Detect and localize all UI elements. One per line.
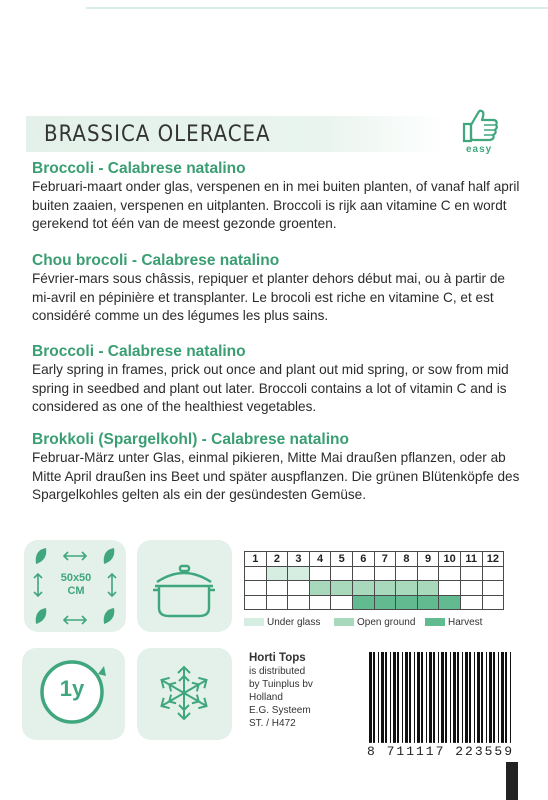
month-cell: 6 — [352, 552, 374, 567]
calendar-cell — [288, 581, 310, 596]
calendar-cell — [482, 595, 504, 610]
barcode-bar — [486, 652, 487, 743]
section-dutch — [32, 160, 522, 234]
barcode-bar — [397, 652, 399, 743]
calendar-cell — [482, 581, 504, 596]
calendar-cell — [245, 581, 267, 596]
barcode-bar — [498, 652, 499, 743]
barcode-bar — [381, 652, 384, 743]
barcode-bar — [378, 652, 379, 743]
calendar-cell — [266, 581, 288, 596]
calendar-cell — [460, 595, 482, 610]
calendar-cell — [331, 595, 353, 610]
barcode-bar — [409, 652, 411, 743]
calendar-cell — [374, 581, 396, 596]
barcode-bar — [421, 652, 423, 743]
legend-swatch — [425, 618, 445, 626]
barcode-bar — [477, 652, 480, 743]
barcode-bar — [441, 652, 444, 743]
calendar-open-ground-row — [245, 581, 504, 596]
month-cell: 1 — [245, 552, 267, 567]
brand-name: Horti Tops — [249, 652, 306, 664]
calendar-month-row — [245, 552, 504, 567]
calendar-cell — [266, 566, 288, 581]
barcode-bar — [493, 652, 495, 743]
calendar-cell — [460, 581, 482, 596]
snowflake-icon — [137, 648, 232, 740]
month-cell: 10 — [439, 552, 461, 567]
barcode-bar — [426, 652, 427, 743]
calendar-cell — [245, 566, 267, 581]
section-text: Februar-März unter Glas, einmal pikieren, Mitte Mai draußen pflanzen, oder ab Mitte April draußen ins Beet und später auspflanzen. Die grünen Blütenköpfe des Spargelkohles gelten als ein der gesündesten Gemüse. — [32, 450, 520, 503]
month-cell: 4 — [309, 552, 331, 567]
calendar-cell — [417, 595, 439, 610]
section-title: Chou brocoli - Calabrese natalino — [32, 252, 280, 269]
calendar-cell — [245, 595, 267, 610]
annual-label: 1y — [59, 676, 85, 701]
legend-under-glass: Under glass — [244, 617, 320, 629]
month-cell: 9 — [417, 552, 439, 567]
calendar-cell — [309, 581, 331, 596]
calendar-cell — [396, 566, 418, 581]
latin-name-banner — [26, 116, 446, 152]
calendar-cell — [309, 566, 331, 581]
calendar-cell — [439, 595, 461, 610]
month-cell: 7 — [374, 552, 396, 567]
barcode-bar — [429, 652, 432, 743]
barcode-bar — [402, 652, 403, 743]
barcode-bar — [369, 652, 372, 743]
calendar-cell — [439, 581, 461, 596]
calendar-cell — [288, 595, 310, 610]
month-cell: 3 — [288, 552, 310, 567]
barcode-bar — [433, 652, 435, 743]
barcode-bar — [373, 652, 375, 743]
calendar-cell — [460, 566, 482, 581]
section-french — [32, 252, 522, 326]
barcode-bar — [501, 652, 504, 743]
barcode-bar — [489, 652, 492, 743]
barcode-bar — [417, 652, 420, 743]
barcode-number: 8 711117 223559 — [367, 744, 515, 759]
section-title: Brokkoli (Spargelkohl) - Calabrese natalino — [32, 431, 349, 448]
section-title: Broccoli - Calabrese natalino — [32, 343, 246, 360]
legend-harvest: Harvest — [425, 617, 482, 629]
month-cell: 12 — [482, 552, 504, 567]
calendar-cell — [266, 595, 288, 610]
calendar-cell — [288, 566, 310, 581]
month-cell: 11 — [460, 552, 482, 567]
barcode-bar — [505, 652, 507, 743]
sowing-calendar — [244, 551, 504, 610]
barcode-bar — [390, 652, 391, 743]
barcode-bar — [510, 652, 511, 743]
calendar-cell — [352, 566, 374, 581]
month-cell: 5 — [331, 552, 353, 567]
barcode-bar — [450, 652, 451, 743]
section-english — [32, 343, 522, 417]
section-title: Broccoli - Calabrese natalino — [32, 160, 246, 177]
legend-swatch — [334, 618, 354, 626]
barcode-bar — [453, 652, 456, 743]
barcode-bar — [481, 652, 483, 743]
calendar-cell — [417, 581, 439, 596]
calendar-cell — [352, 595, 374, 610]
barcode-bar — [474, 652, 475, 743]
calendar-cell — [482, 566, 504, 581]
barcode-bar — [445, 652, 447, 743]
section-text: Februari-maart onder glas, verspenen en in mei buiten planten, of vanaf half april buiten zaaien, verspenen en uitplanten. Broccoli is rijk aan vitamine C en wordt gerekend tot één van de meest gezonde groenten. — [32, 179, 520, 232]
thumbs-up-icon — [460, 108, 500, 144]
spacing-label: 50x50 CM — [60, 572, 92, 597]
calendar-cell — [331, 581, 353, 596]
section-german — [32, 431, 522, 505]
calendar-cell — [374, 595, 396, 610]
section-text: Early spring in frames, prick out once and plant out mid spring, or sow from mid spring in seedbed and plant out later. Broccoli contains a lot of vitamin C and is considered as one of the healthiest vegetables. — [32, 362, 509, 415]
barcode-bar — [414, 652, 415, 743]
latin-name: BRASSICA OLERACEA — [44, 122, 271, 147]
barcode-bar — [385, 652, 387, 743]
calendar-cell — [374, 566, 396, 581]
month-cell: 2 — [266, 552, 288, 567]
barcode-bar — [469, 652, 471, 743]
barcode-bar — [457, 652, 459, 743]
calendar-cell — [331, 566, 353, 581]
calendar-harvest-row — [245, 595, 504, 610]
calendar-cell — [309, 595, 331, 610]
barcode-bar — [405, 652, 408, 743]
distributor-info: Horti Tops is distributed by Tuinplus bv Holland E.G. Systeem ST. / H472 — [249, 652, 313, 729]
barcode-bar — [465, 652, 468, 743]
barcode-bar — [393, 652, 396, 743]
bottom-edge-bar — [506, 762, 518, 800]
barcode-bar — [438, 652, 439, 743]
difficulty-label: easy — [466, 144, 493, 155]
section-text: Février-mars sous châssis, repiquer et planter dehors début mai, ou à partir de mi-avril en pépinière et transplanter. Le brocoli est riche en vitamine C, et est considéré comme un des légumes les plus sains. — [32, 271, 505, 324]
calendar-cell — [439, 566, 461, 581]
month-cell: 8 — [396, 552, 418, 567]
calendar-cell — [396, 595, 418, 610]
barcode-bar — [462, 652, 463, 743]
legend-swatch — [244, 618, 264, 626]
calendar-cell — [417, 566, 439, 581]
top-divider — [86, 7, 548, 9]
calendar-cell — [396, 581, 418, 596]
cooking-pot-icon — [137, 540, 232, 632]
barcode — [367, 652, 517, 747]
legend-open-ground: Open ground — [334, 617, 415, 629]
calendar-cell — [352, 581, 374, 596]
calendar-under-glass-row — [245, 566, 504, 581]
